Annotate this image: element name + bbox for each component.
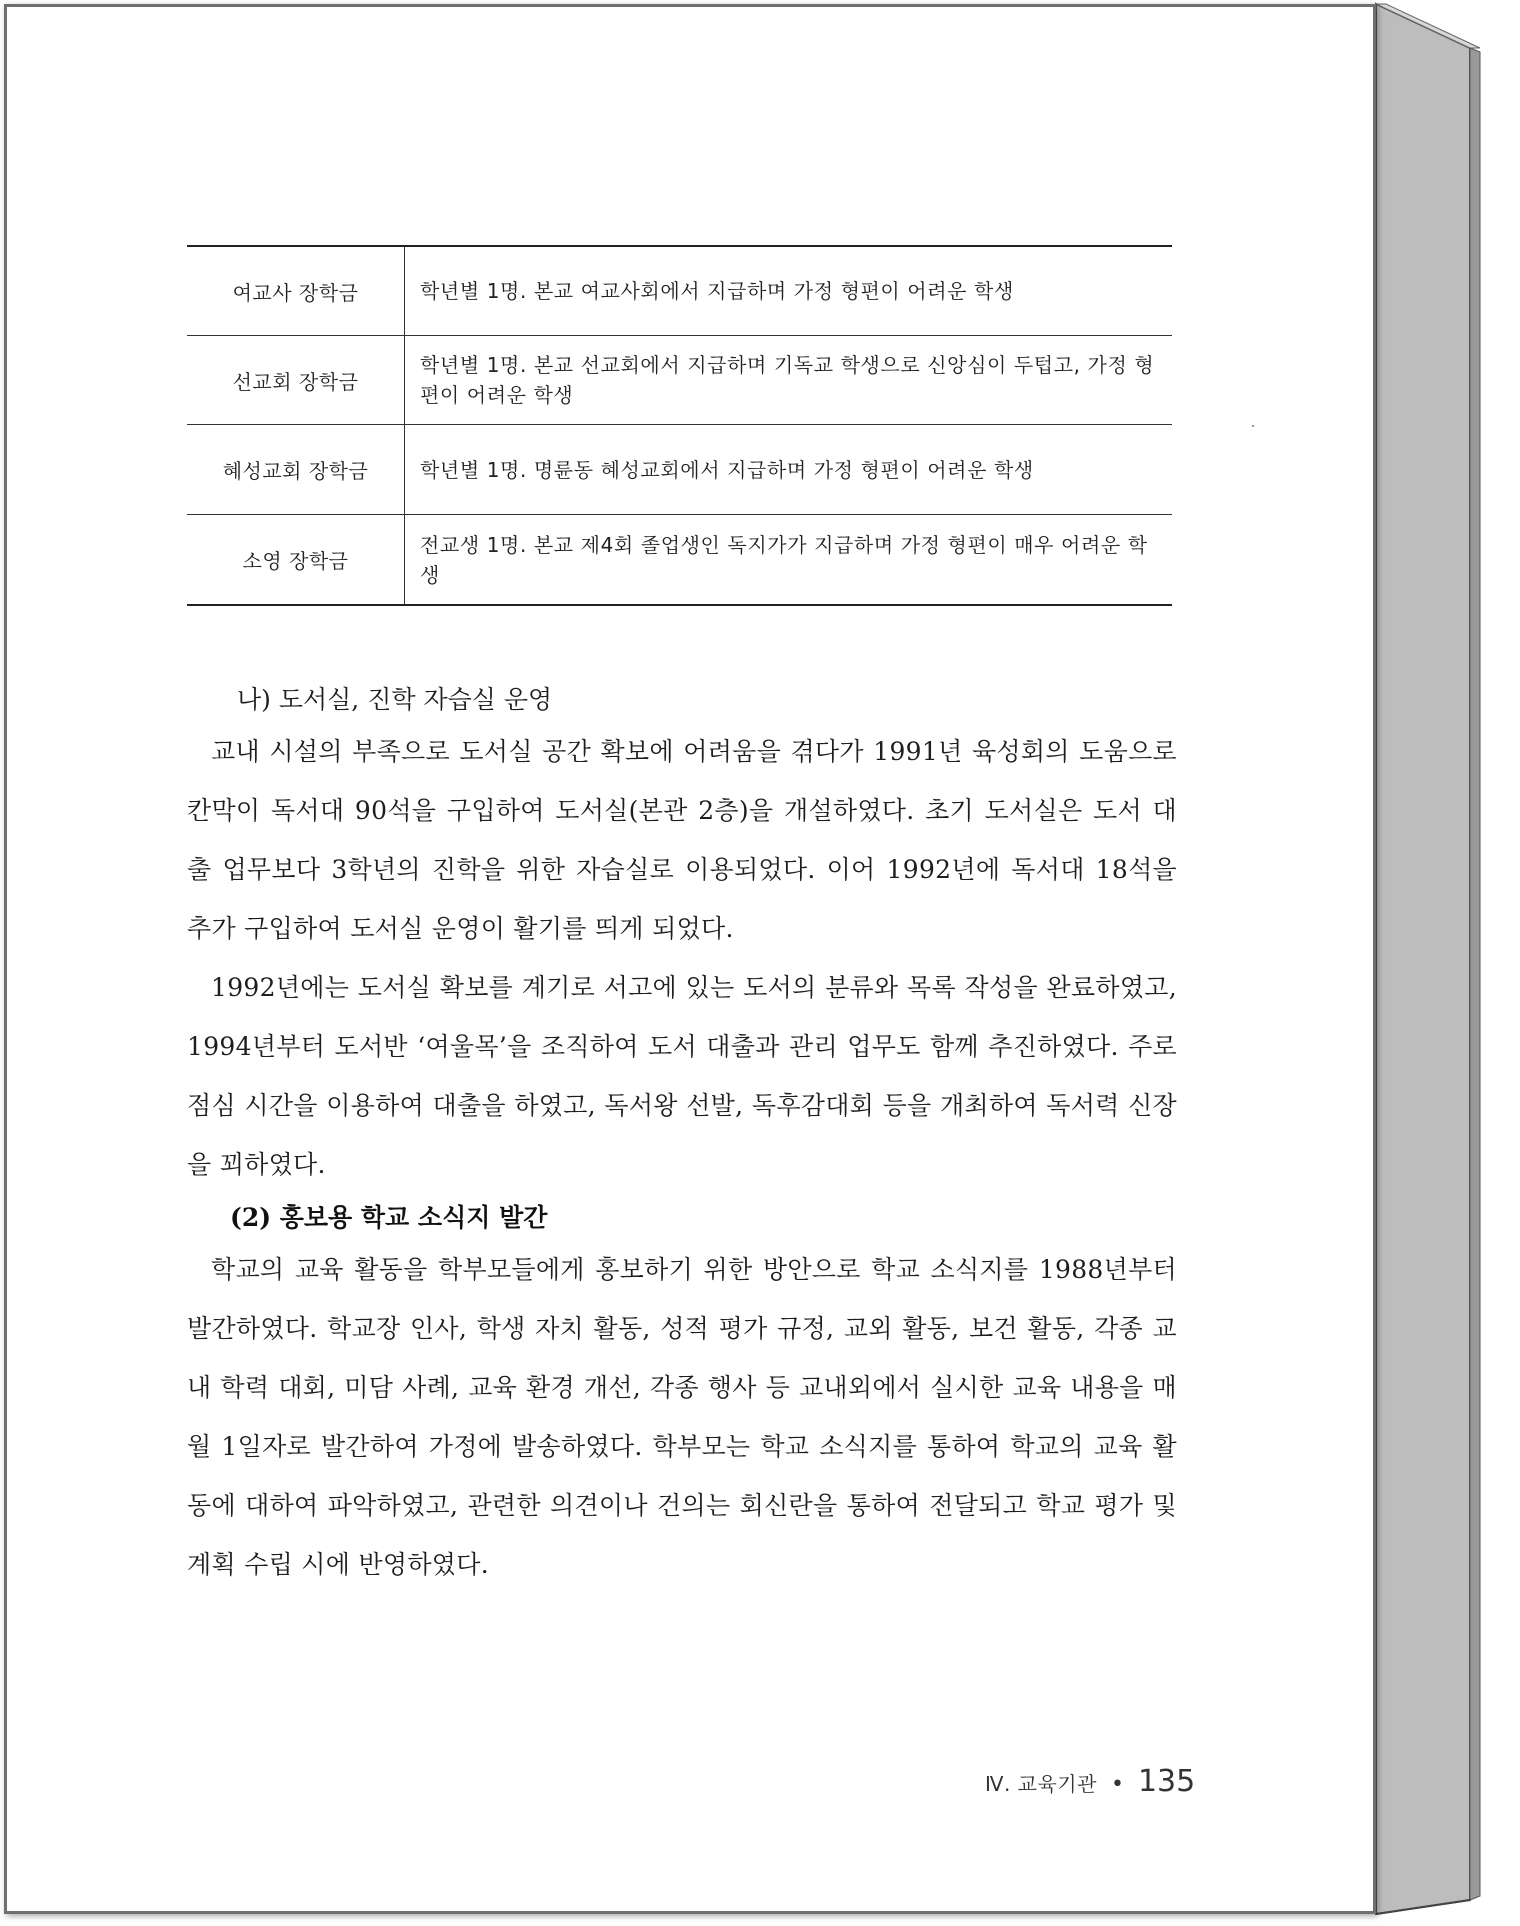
scholarship-table [187,245,1172,606]
newsletter-section-body [187,1240,1177,1594]
scholarship-desc: 전교생 1명. 본교 제4회 졸업생인 독지가가 지급하며 가정 형편이 매우 어려운 학생 [420,532,1148,587]
paragraph: 교내 시설의 부족으로 도서실 공간 확보에 어려움을 겪다가 1991년 육성회의 도움으로 칸막이 독서대 90석을 구입하여 도서실(본관 2층)을 개설하였다. 초기 도서실은 도서 대출 업무보다 3학년의 진학을 위한 자습실로 이용되었다. 이어 1992년에 독서대 18석을 추가 구입하여 도서실 운영이 활기를 띄게 되었다. [187,737,1177,943]
scholarship-name: 혜성교회 장학금 [187,425,405,514]
subsection-heading: 나) 도서실, 진학 자습실 운영 [237,685,553,714]
table-row [187,425,1172,515]
scholarship-name: 선교회 장학금 [187,336,405,424]
scholarship-desc: 학년별 1명. 본교 여교사회에서 지급하며 가정 형편이 어려운 학생 [420,279,1014,303]
scholarship-name: 소영 장학금 [187,515,405,604]
table-row [187,336,1172,425]
page-number: 135 [1137,1764,1196,1799]
scholarship-desc: 학년별 1명. 명륜동 혜성교회에서 지급하며 가정 형편이 어려운 학생 [420,457,1034,482]
scan-speck [1252,425,1254,427]
chapter-label: Ⅳ. 교육기관 [985,1772,1097,1796]
paragraph: 1992년에는 도서실 확보를 계기로 서고에 있는 도서의 분류와 목록 작성을 완료하였고, 1994년부터 도서반 ‘여울목’을 조직하여 도서 대출과 관리 업무도 함께 추진하였다. 주로 점심 시간을 이용하여 대출을 하였고, 독서왕 선발, 독후감대회 등을 개최하여 독서력 신장을 꾀하였다. [187,973,1177,1179]
section-heading: (2) 홍보용 학교 소식지 발간 [230,1203,548,1232]
scholarship-desc: 학년별 1명. 본교 선교회에서 지급하며 기독교 학생으로 신앙심이 두텁고, 가정 형편이 어려운 학생 [420,353,1155,407]
table-row [187,515,1172,606]
scholarship-name: 여교사 장학금 [187,247,405,335]
paragraph: 학교의 교육 활동을 학부모들에게 홍보하기 위한 방안으로 학교 소식지를 1988년부터 발간하였다. 학교장 인사, 학생 자치 활동, 성적 평가 규정, 교외 활동, 보건 활동, 각종 교내 학력 대회, 미담 사례, 교육 환경 개선, 각종 행사 등 교내외에서 실시한 교육 내용을 매월 1일자로 발간하여 가정에 발송하였다. 학부모는 학교 소식지를 통하여 학교의 교육 활동에 대하여 파악하였고, 관련한 의견이나 건의는 회신란을 통하여 전달되고 학교 평가 및 계획 수립 시에 반영하였다. [187,1255,1177,1579]
table-row [187,245,1172,336]
library-section-body [187,722,1177,1194]
bullet-separator: • [1110,1772,1124,1797]
page-footer [985,1764,1195,1799]
